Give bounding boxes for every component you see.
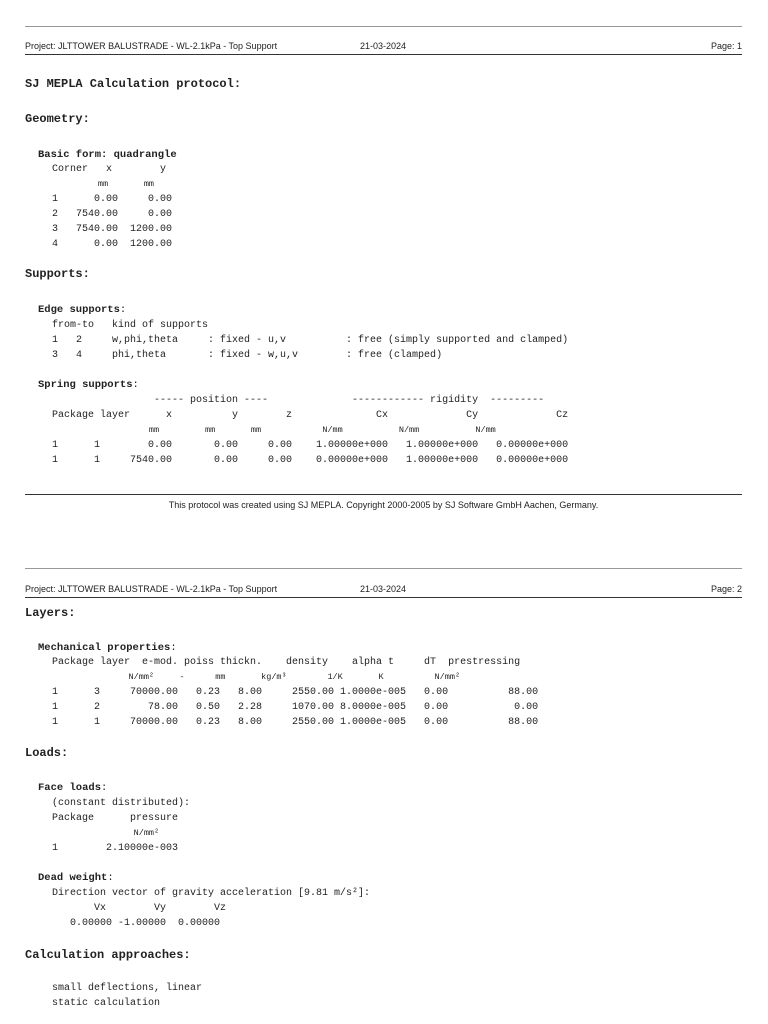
calculation-approaches-heading: Calculation approaches: <box>25 948 191 962</box>
supports-heading: Supports: <box>25 267 90 281</box>
face-load-row: 1 2.10000e-003 <box>52 843 179 854</box>
geometry-row: 3 7540.00 1200.00 <box>52 224 173 235</box>
project-title: Project: JLTTOWER BALUSTRADE - WL-2.1kPa - Top Support <box>25 584 278 594</box>
basic-form-line <box>38 149 177 161</box>
layers-units: N/mm² - mm kg/m³ 1/K K N/mm² <box>52 672 461 682</box>
spring-header: Package layer x y z Cx Cy Cz <box>52 410 569 421</box>
gravity-direction-text: Direction vector of gravity acceleration [9.81 m/s²]: <box>52 888 371 899</box>
spring-row: 1 1 0.00 0.00 0.00 1.00000e+000 1.00000e+000 0.00000e+000 <box>52 440 569 451</box>
face-loads-subtitle: (constant distributed): <box>52 798 191 809</box>
edge-supports-line <box>38 304 126 316</box>
face-loads-unit: N/mm² <box>52 828 160 838</box>
spring-supports-colon: : <box>132 379 139 391</box>
project-title: Project: JLTTOWER BALUSTRADE - WL-2.1kPa - Top Support <box>25 41 278 51</box>
dead-weight-label: Dead weight <box>38 872 108 884</box>
layer-row: 1 3 70000.00 0.23 8.00 2550.00 1.0000e-005 0.00 88.00 <box>52 687 539 698</box>
header-date: 21-03-2024 <box>360 584 407 594</box>
approach-line: static calculation <box>52 998 161 1009</box>
page-number: Page: 1 <box>710 41 742 51</box>
layers-heading: Layers: <box>25 606 76 620</box>
dead-weight-line <box>38 872 114 884</box>
face-loads-header: Package pressure <box>52 813 179 824</box>
gravity-vector-header: Vx Vy Vz <box>52 903 227 914</box>
edge-support-row: 1 2 w,phi,theta : fixed - u,v : free (simply supported and clamped) <box>52 335 569 346</box>
basic-form-value: : quadrangle <box>101 149 177 161</box>
edge-supports-label: Edge supports <box>38 304 120 316</box>
page1-header-rule <box>25 54 742 55</box>
page1-top-rule <box>25 26 742 27</box>
page-number: Page: 2 <box>710 584 742 594</box>
geometry-units: mm mm <box>52 179 155 189</box>
header-date: 21-03-2024 <box>360 41 407 51</box>
page2-header-rule <box>25 597 742 598</box>
face-loads-colon: : <box>101 782 108 794</box>
page1-footer: This protocol was created using SJ MEPLA. Copyright 2000-2005 by SJ Software GmbH Aachen, Germany. <box>168 500 599 510</box>
dead-weight-colon: : <box>107 872 114 884</box>
geometry-row: 1 0.00 0.00 <box>52 194 173 205</box>
mechanical-properties-line <box>38 642 177 654</box>
geometry-heading: Geometry: <box>25 112 90 126</box>
edge-support-row: 3 4 phi,theta : fixed - w,u,v : free (clamped) <box>52 350 443 361</box>
spring-row: 1 1 7540.00 0.00 0.00 0.00000e+000 1.00000e+000 0.00000e+000 <box>52 455 569 466</box>
layer-row: 1 2 78.00 0.50 2.28 1070.00 8.0000e-005 0.00 0.00 <box>52 702 539 713</box>
edge-supports-header: from-to kind of supports <box>52 320 209 331</box>
edge-supports-colon: : <box>119 304 127 316</box>
spring-units: mm mm mm N/mm N/mm N/mm <box>52 425 496 435</box>
layer-row: 1 1 70000.00 0.23 8.00 2550.00 1.0000e-005 0.00 88.00 <box>52 717 539 728</box>
approach-line: small deflections, linear <box>52 983 203 994</box>
gravity-vector-row: 0.00000 -1.00000 0.00000 <box>52 918 221 929</box>
spring-supports-line <box>38 379 139 391</box>
mechanical-properties-colon: : <box>170 642 177 654</box>
spring-supports-label: Spring supports <box>38 379 133 391</box>
page2-top-rule <box>25 568 742 569</box>
geometry-header: Corner x y <box>52 164 167 175</box>
spring-group-header: ----- position ---- ------------ rigidity --------- <box>52 395 545 406</box>
page1-footer-rule <box>25 494 742 495</box>
face-loads-line <box>38 782 107 794</box>
loads-heading: Loads: <box>25 746 69 760</box>
geometry-row: 2 7540.00 0.00 <box>52 209 173 220</box>
layers-header: Package layer e-mod. poiss thickn. density alpha t dT prestressing <box>52 657 521 668</box>
mechanical-properties-label: Mechanical properties <box>38 642 171 654</box>
protocol-title: SJ MEPLA Calculation protocol: <box>25 77 242 91</box>
basic-form-label: Basic form <box>38 149 102 161</box>
geometry-row: 4 0.00 1200.00 <box>52 239 173 250</box>
face-loads-label: Face loads <box>38 782 102 794</box>
